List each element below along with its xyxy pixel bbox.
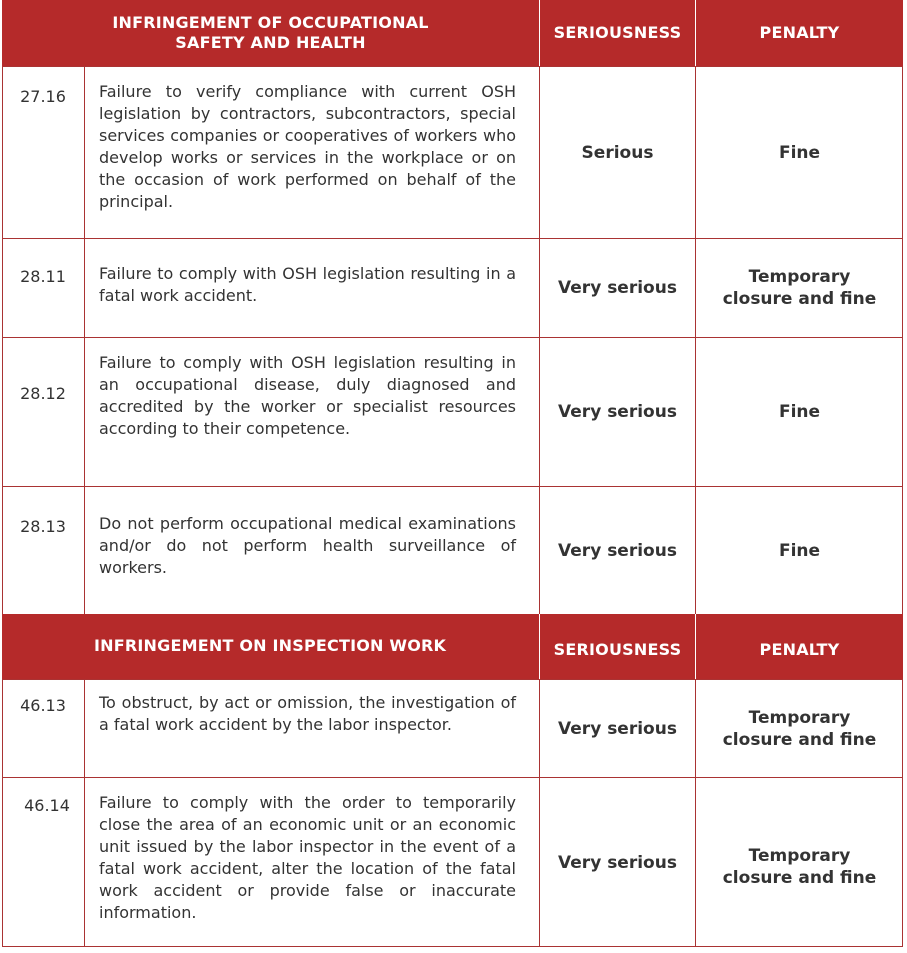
row-penalty — [696, 778, 903, 947]
header-penalty: PENALTY — [759, 23, 840, 42]
row-description: To obstruct, by act or omission, the investigation of a fatal work accident by the labor inspector. — [85, 680, 540, 777]
row-penalty-line1: Temporary — [748, 707, 851, 728]
section-header-osh — [2, 0, 903, 66]
table-row — [2, 238, 903, 337]
table-row — [2, 486, 903, 614]
header-title: INFRINGEMENT ON INSPECTION WORK — [2, 614, 540, 679]
row-description: Failure to verify compliance with current OSH legislation by contractors, subcontractors, special services companies or cooperatives of workers who develop works or services in the workplace or on the occasion of work performed on behalf of the principal. — [85, 67, 540, 238]
row-penalty: Fine — [778, 402, 821, 422]
header-title — [2, 0, 540, 66]
row-code: 27.16 — [2, 67, 85, 238]
row-penalty — [696, 239, 903, 337]
header-seriousness: SERIOUSNESS — [540, 0, 696, 66]
row-description: Failure to comply with OSH legislation resulting in an occupational disease, duly diagnosed and accredited by the worker or specialist resources according to their competence. — [85, 338, 540, 486]
row-seriousness: Very serious — [540, 338, 696, 486]
row-description: Failure to comply with OSH legislation resulting in a fatal work accident. — [85, 239, 540, 337]
header-seriousness: SERIOUSNESS — [540, 614, 696, 679]
row-penalty-line2: closure and fine — [722, 729, 877, 750]
row-penalty-line2: closure and fine — [722, 867, 877, 888]
row-code: 46.14 — [2, 778, 85, 947]
row-penalty-line1: Temporary — [748, 845, 851, 866]
row-code: 28.13 — [2, 487, 85, 614]
row-description: Failure to comply with the order to temporarily close the area of an economic unit or an economic unit issued by the labor inspector in the event of a fatal work accident, alter the location of the fatal work accident or provide false or inaccurate information. — [85, 778, 540, 947]
row-seriousness: Very serious — [540, 680, 696, 777]
row-code: 28.12 — [2, 338, 85, 486]
section-header-inspection — [2, 614, 903, 679]
table-row — [2, 777, 903, 947]
row-penalty-line2: closure and fine — [722, 289, 877, 309]
row-penalty: Fine — [778, 142, 821, 163]
row-penalty: Fine — [778, 540, 821, 561]
header-title-line1: INFRINGEMENT OF OCCUPATIONAL — [112, 13, 429, 32]
row-seriousness: Serious — [540, 67, 696, 238]
row-code: 28.11 — [2, 239, 85, 337]
row-seriousness: Very serious — [540, 778, 696, 947]
header-penalty: PENALTY — [759, 639, 840, 659]
row-code: 46.13 — [2, 680, 85, 777]
row-description: Do not perform occupational medical examinations and/or do not perform health surveillance of workers. — [85, 487, 540, 614]
row-seriousness: Very serious — [540, 487, 696, 614]
table-row — [2, 337, 903, 486]
row-penalty-line1: Temporary — [748, 267, 851, 287]
header-title-line2: SAFETY AND HEALTH — [175, 33, 366, 52]
row-seriousness: Very serious — [540, 239, 696, 337]
table-row — [2, 679, 903, 777]
table-row — [2, 66, 903, 238]
row-penalty — [696, 680, 903, 777]
